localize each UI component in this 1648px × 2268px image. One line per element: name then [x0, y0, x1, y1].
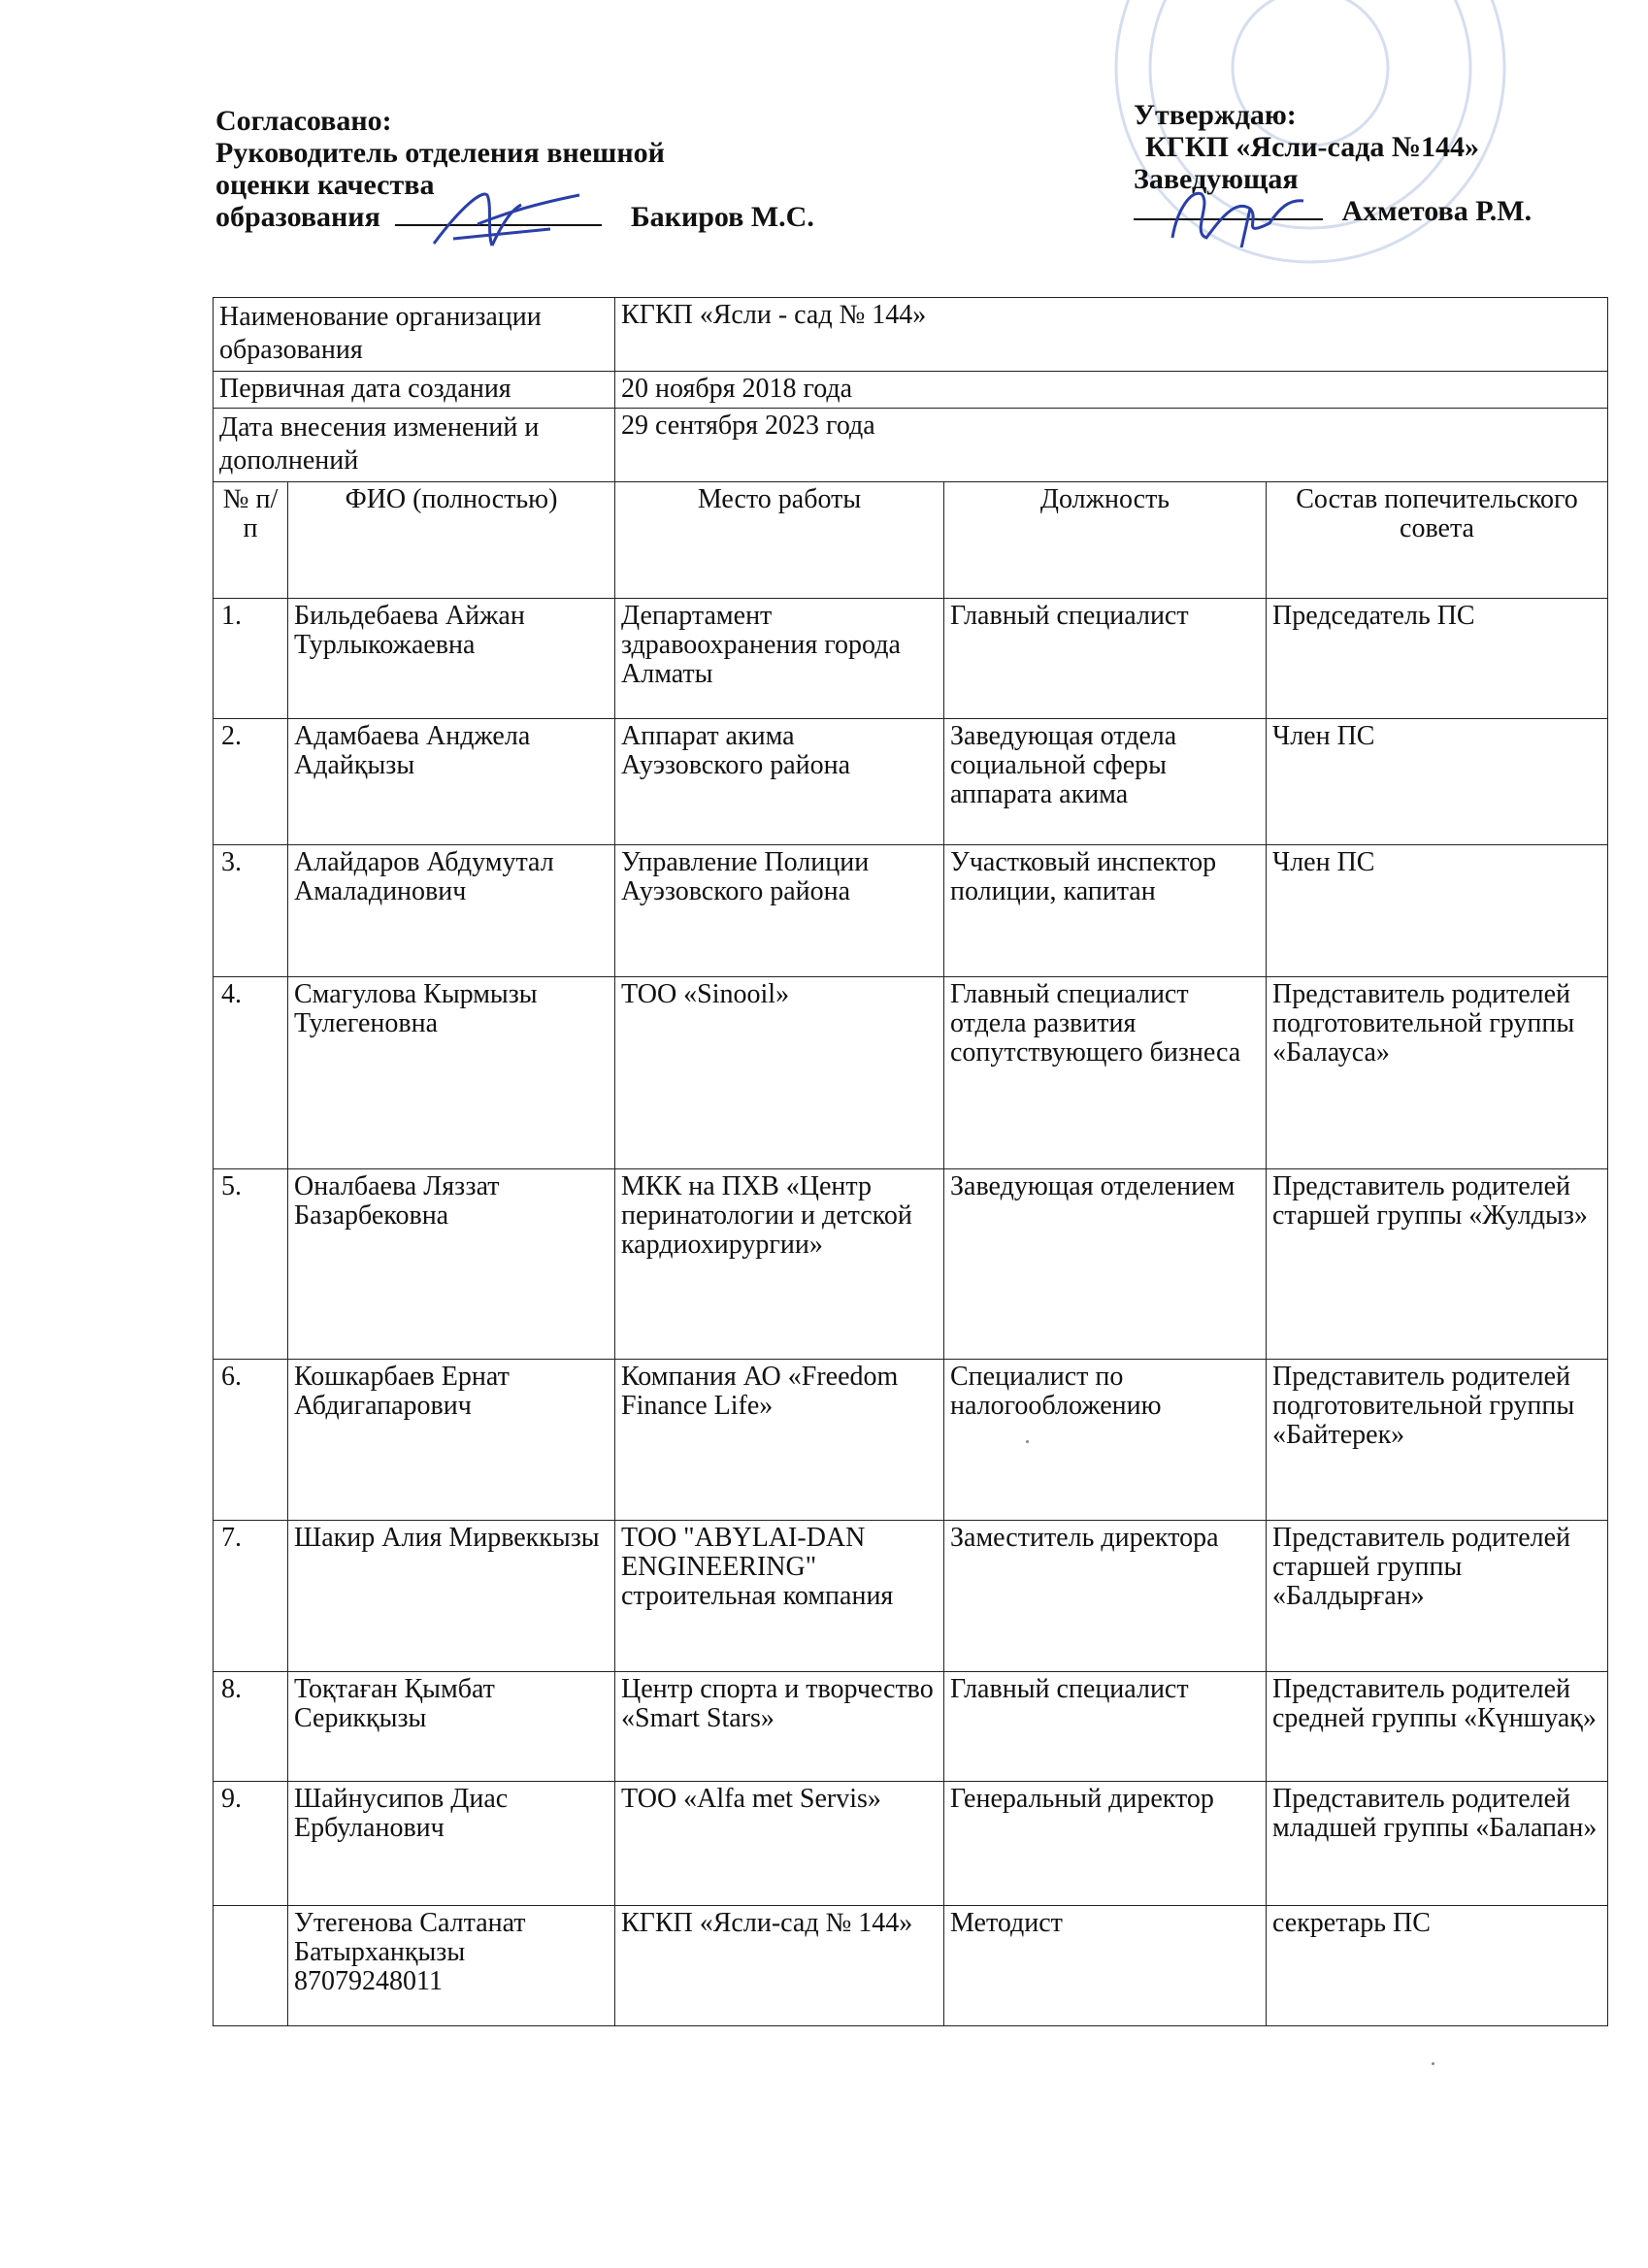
table-row [214, 599, 1608, 719]
cell-board: Представитель родителей старшей группы «Жулдыз» [1267, 1169, 1608, 1360]
cell-board: Представитель родителей средней группы «Күншуақ» [1267, 1672, 1608, 1782]
info-row-created [214, 372, 1608, 409]
cell-work: ТОО «Alfa met Servis» [615, 1782, 944, 1906]
cell-position: Заместитель директора [944, 1521, 1267, 1672]
cell-work: КГКП «Ясли-сад № 144» [615, 1906, 944, 2026]
cell-work: Аппарат акима Ауэзовского района [615, 719, 944, 845]
cell-board: Представитель родителей старшей группы «Балдырған» [1267, 1521, 1608, 1672]
info-value: 29 сентября 2023 года [615, 409, 1608, 482]
cell-fio: Адамбаева Анджела Адайқызы [288, 719, 615, 845]
info-row-org [214, 298, 1608, 372]
cell-work: Центр спорта и творчество «Smart Stars» [615, 1672, 944, 1782]
cell-fio: Кошкарбаев Ернат Абдигапарович [288, 1360, 615, 1521]
col-header-position: Должность [944, 482, 1267, 599]
col-header-board: Состав попечительского совета [1267, 482, 1608, 599]
signature-line-left [395, 224, 602, 226]
agreed-line3 [215, 201, 814, 233]
cell-board: Председатель ПС [1267, 599, 1608, 719]
table-header-row [214, 482, 1608, 599]
agreed-line3-prefix: образования [215, 201, 380, 233]
cell-work: Компания АО «Freedom Finance Life» [615, 1360, 944, 1521]
signature-left [395, 185, 602, 253]
cell-work: ТОО "ABYLAI-DAN ENGINEERING" строительная компания [615, 1521, 944, 1672]
agreed-name: Бакиров М.С. [630, 201, 814, 233]
cell-fio: Шайнусипов Диас Ербуланович [288, 1782, 615, 1906]
approve-block [1134, 99, 1532, 227]
agreed-title: Согласовано: [215, 105, 392, 137]
cell-position: Заведующая отделением [944, 1169, 1267, 1360]
table-row [214, 1906, 1608, 2026]
info-label: Первичная дата создания [214, 372, 615, 409]
cell-board: Член ПС [1267, 845, 1608, 977]
table-row [214, 719, 1608, 845]
cell-work: Департамент здравоохранения города Алматы [615, 599, 944, 719]
cell-position: Генеральный директор [944, 1782, 1267, 1906]
cell-fio: Шакир Алия Мирвеккызы [288, 1521, 615, 1672]
cell-num: 7. [214, 1521, 288, 1672]
table-row [214, 1782, 1608, 1906]
approve-position: Заведующая [1134, 163, 1299, 195]
info-value: КГКП «Ясли - сад № 144» [615, 298, 1608, 372]
signature-line-right [1134, 218, 1323, 220]
cell-fio: Утегенова Салтанат Батырханқызы 87079248011 [288, 1906, 615, 2026]
cell-position: Методист [944, 1906, 1267, 2026]
cell-num: 3. [214, 845, 288, 977]
cell-num [214, 1906, 288, 2026]
agreed-line2: оценки качества [215, 169, 435, 201]
info-row-changed [214, 409, 1608, 482]
cell-position: Специалист по налогообложению [944, 1360, 1267, 1521]
col-header-num: № п/п [214, 482, 288, 599]
cell-position: Главный специалист отдела развития сопутствующего бизнеса [944, 977, 1267, 1169]
cell-num: 4. [214, 977, 288, 1169]
cell-board: Представитель родителей подготовительной группы «Балауса» [1267, 977, 1608, 1169]
cell-board: Член ПС [1267, 719, 1608, 845]
col-header-fio: ФИО (полностью) [288, 482, 615, 599]
cell-fio: Смагулова Кырмызы Тулегеновна [288, 977, 615, 1169]
cell-position: Главный специалист [944, 599, 1267, 719]
cell-num: 9. [214, 1782, 288, 1906]
cell-num: 2. [214, 719, 288, 845]
cell-work: ТОО «Sinooil» [615, 977, 944, 1169]
cell-position: Главный специалист [944, 1672, 1267, 1782]
cell-fio: Тоқтаған Қымбат Серикқызы [288, 1672, 615, 1782]
approve-name: Ахметова Р.М. [1341, 195, 1533, 227]
agreed-block [215, 105, 814, 233]
approve-line [1134, 195, 1532, 227]
cell-board: Представитель родителей младшей группы «Балапан» [1267, 1782, 1608, 1906]
info-value: 20 ноября 2018 года [615, 372, 1608, 409]
table-row [214, 1672, 1608, 1782]
cell-fio: Оналбаева Ляззат Базарбековна [288, 1169, 615, 1360]
cell-fio: Алайдаров Абдумутал Амаладинович [288, 845, 615, 977]
approve-org: КГКП «Ясли-сада №144» [1145, 131, 1480, 163]
table-body [214, 599, 1608, 2026]
cell-work: Управление Полиции Ауэзовского района [615, 845, 944, 977]
scan-speck [1026, 1440, 1029, 1443]
table-row [214, 1169, 1608, 1360]
cell-num: 1. [214, 599, 288, 719]
table-row [214, 1521, 1608, 1672]
signature-right [1134, 180, 1323, 247]
cell-num: 8. [214, 1672, 288, 1782]
table-row [214, 845, 1608, 977]
cell-fio: Бильдебаева Айжан Турлыкожаевна [288, 599, 615, 719]
cell-board: Представитель родителей подготовительной группы «Байтерек» [1267, 1360, 1608, 1521]
col-header-work: Место работы [615, 482, 944, 599]
table-row [214, 1360, 1608, 1521]
cell-work: МКК на ПХВ «Центр перинатологии и детской кардиохирургии» [615, 1169, 944, 1360]
info-label: Наименование организации образования [214, 298, 615, 372]
cell-num: 6. [214, 1360, 288, 1521]
cell-num: 5. [214, 1169, 288, 1360]
cell-board: секретарь ПС [1267, 1906, 1608, 2026]
info-label: Дата внесения изменений и дополнений [214, 409, 615, 482]
cell-position: Заведующая отдела социальной сферы аппарата акима [944, 719, 1267, 845]
agreed-line1: Руководитель отделения внешной [215, 137, 665, 169]
board-members-table [213, 297, 1608, 2026]
cell-position: Участковый инспектор полиции, капитан [944, 845, 1267, 977]
table-row [214, 977, 1608, 1169]
approve-title: Утверждаю: [1134, 99, 1297, 131]
scan-speck [1432, 2062, 1434, 2065]
